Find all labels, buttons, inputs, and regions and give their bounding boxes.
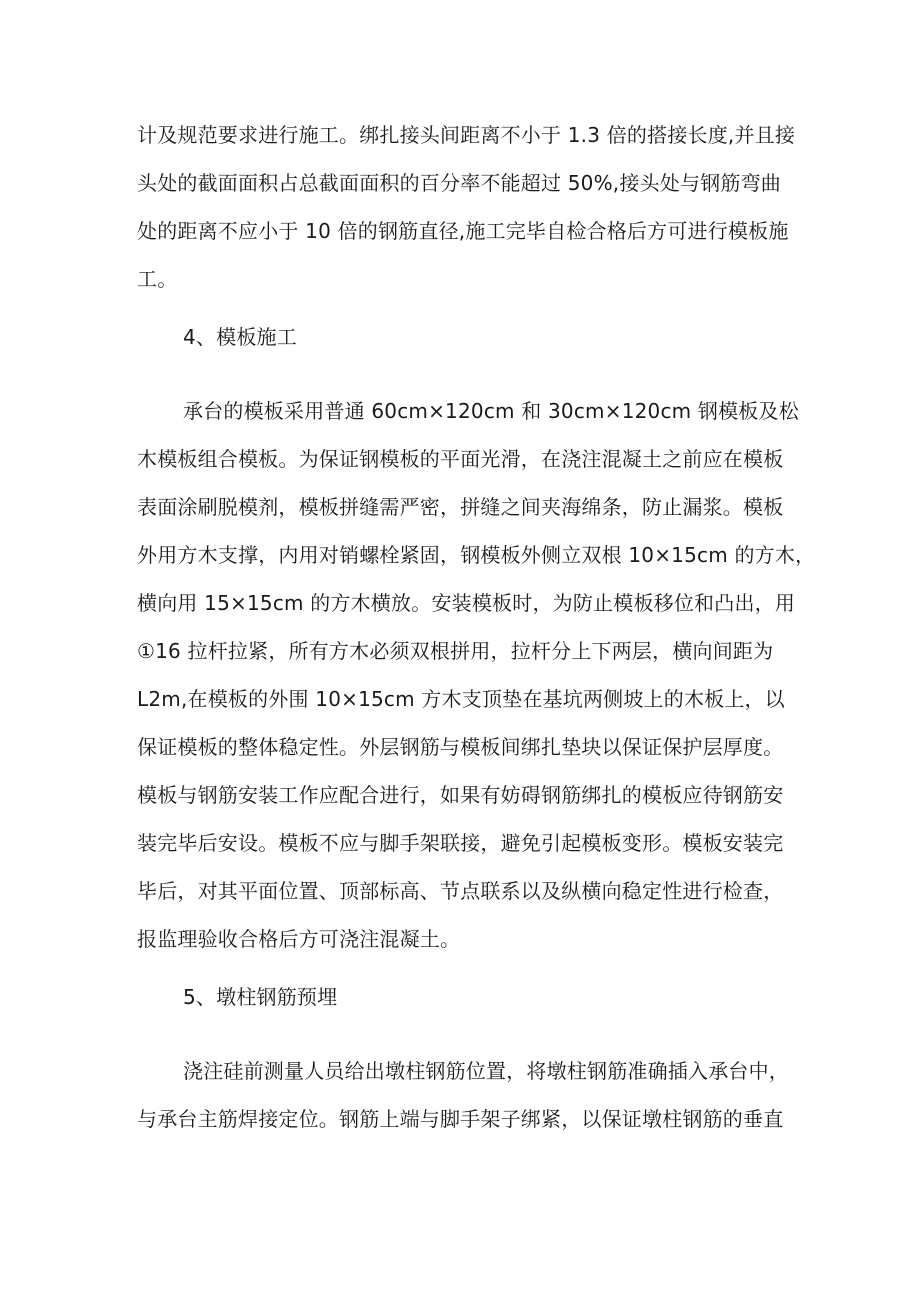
paragraph-line: 毕后，对其平面位置、顶部标高、节点联系以及纵横向稳定性进行检查， [137,879,784,903]
paragraph-line: 表面涂刷脱模剂，模板拼缝需严密，拼缝之间夹海绵条，防止漏浆。模板 [137,495,784,519]
paragraph-line: 木模板组合模板。为保证钢模板的平面光滑，在浇注混凝土之前应在模板 [137,447,784,471]
paragraph-line: 承台的模板采用普通 60cm×120cm 和 30cm×120cm 钢模板及松 [183,399,799,423]
paragraph-line: 处的距离不应小于 10 倍的钢筋直径,施工完毕自检合格后方可进行模板施 [137,219,789,243]
paragraph-line: ①16 拉杆拉紧，所有方木必须双根拼用，拉杆分上下两层，横向间距为 [137,639,774,663]
paragraph-line: 头处的截面面积占总截面面积的百分率不能超过 50%,接头处与钢筋弯曲 [137,171,781,195]
paragraph-line: 与承台主筋焊接定位。钢筋上端与脚手架子绑紧，以保证墩柱钢筋的垂直 [137,1107,784,1131]
paragraph-line: 横向用 15×15cm 的方木横放。安装模板时，为防止模板移位和凸出，用 [137,591,796,615]
paragraph-line: 报监理验收合格后方可浇注混凝土。 [137,927,461,951]
section-heading: 4、模板施工 [183,325,297,349]
paragraph-line: 工。 [137,267,178,291]
paragraph-line: 浇注硅前测量人员给出墩柱钢筋位置，将墩柱钢筋准确插入承台中， [183,1059,789,1083]
paragraph-line: 保证模板的整体稳定性。外层钢筋与模板间绑扎垫块以保证保护层厚度。 [137,735,784,759]
paragraph-line: 模板与钢筋安装工作应配合进行，如果有妨碍钢筋绑扎的模板应待钢筋安 [137,783,784,807]
paragraph-line: L2m,在模板的外围 10×15cm 方木支顶垫在基坑两侧坡上的木板上，以 [137,687,785,711]
paragraph-line: 外用方木支撑，内用对销螺栓紧固，钢模板外侧立双根 10×15cm 的方木， [137,543,816,567]
paragraph-line: 计及规范要求进行施工。绑扎接头间距离不小于 1.3 倍的搭接长度,并且接 [137,123,796,147]
section-heading: 5、墩柱钢筋预埋 [183,985,338,1009]
paragraph-line: 装完毕后安设。模板不应与脚手架联接，避免引起模板变形。模板安装完 [137,831,784,855]
